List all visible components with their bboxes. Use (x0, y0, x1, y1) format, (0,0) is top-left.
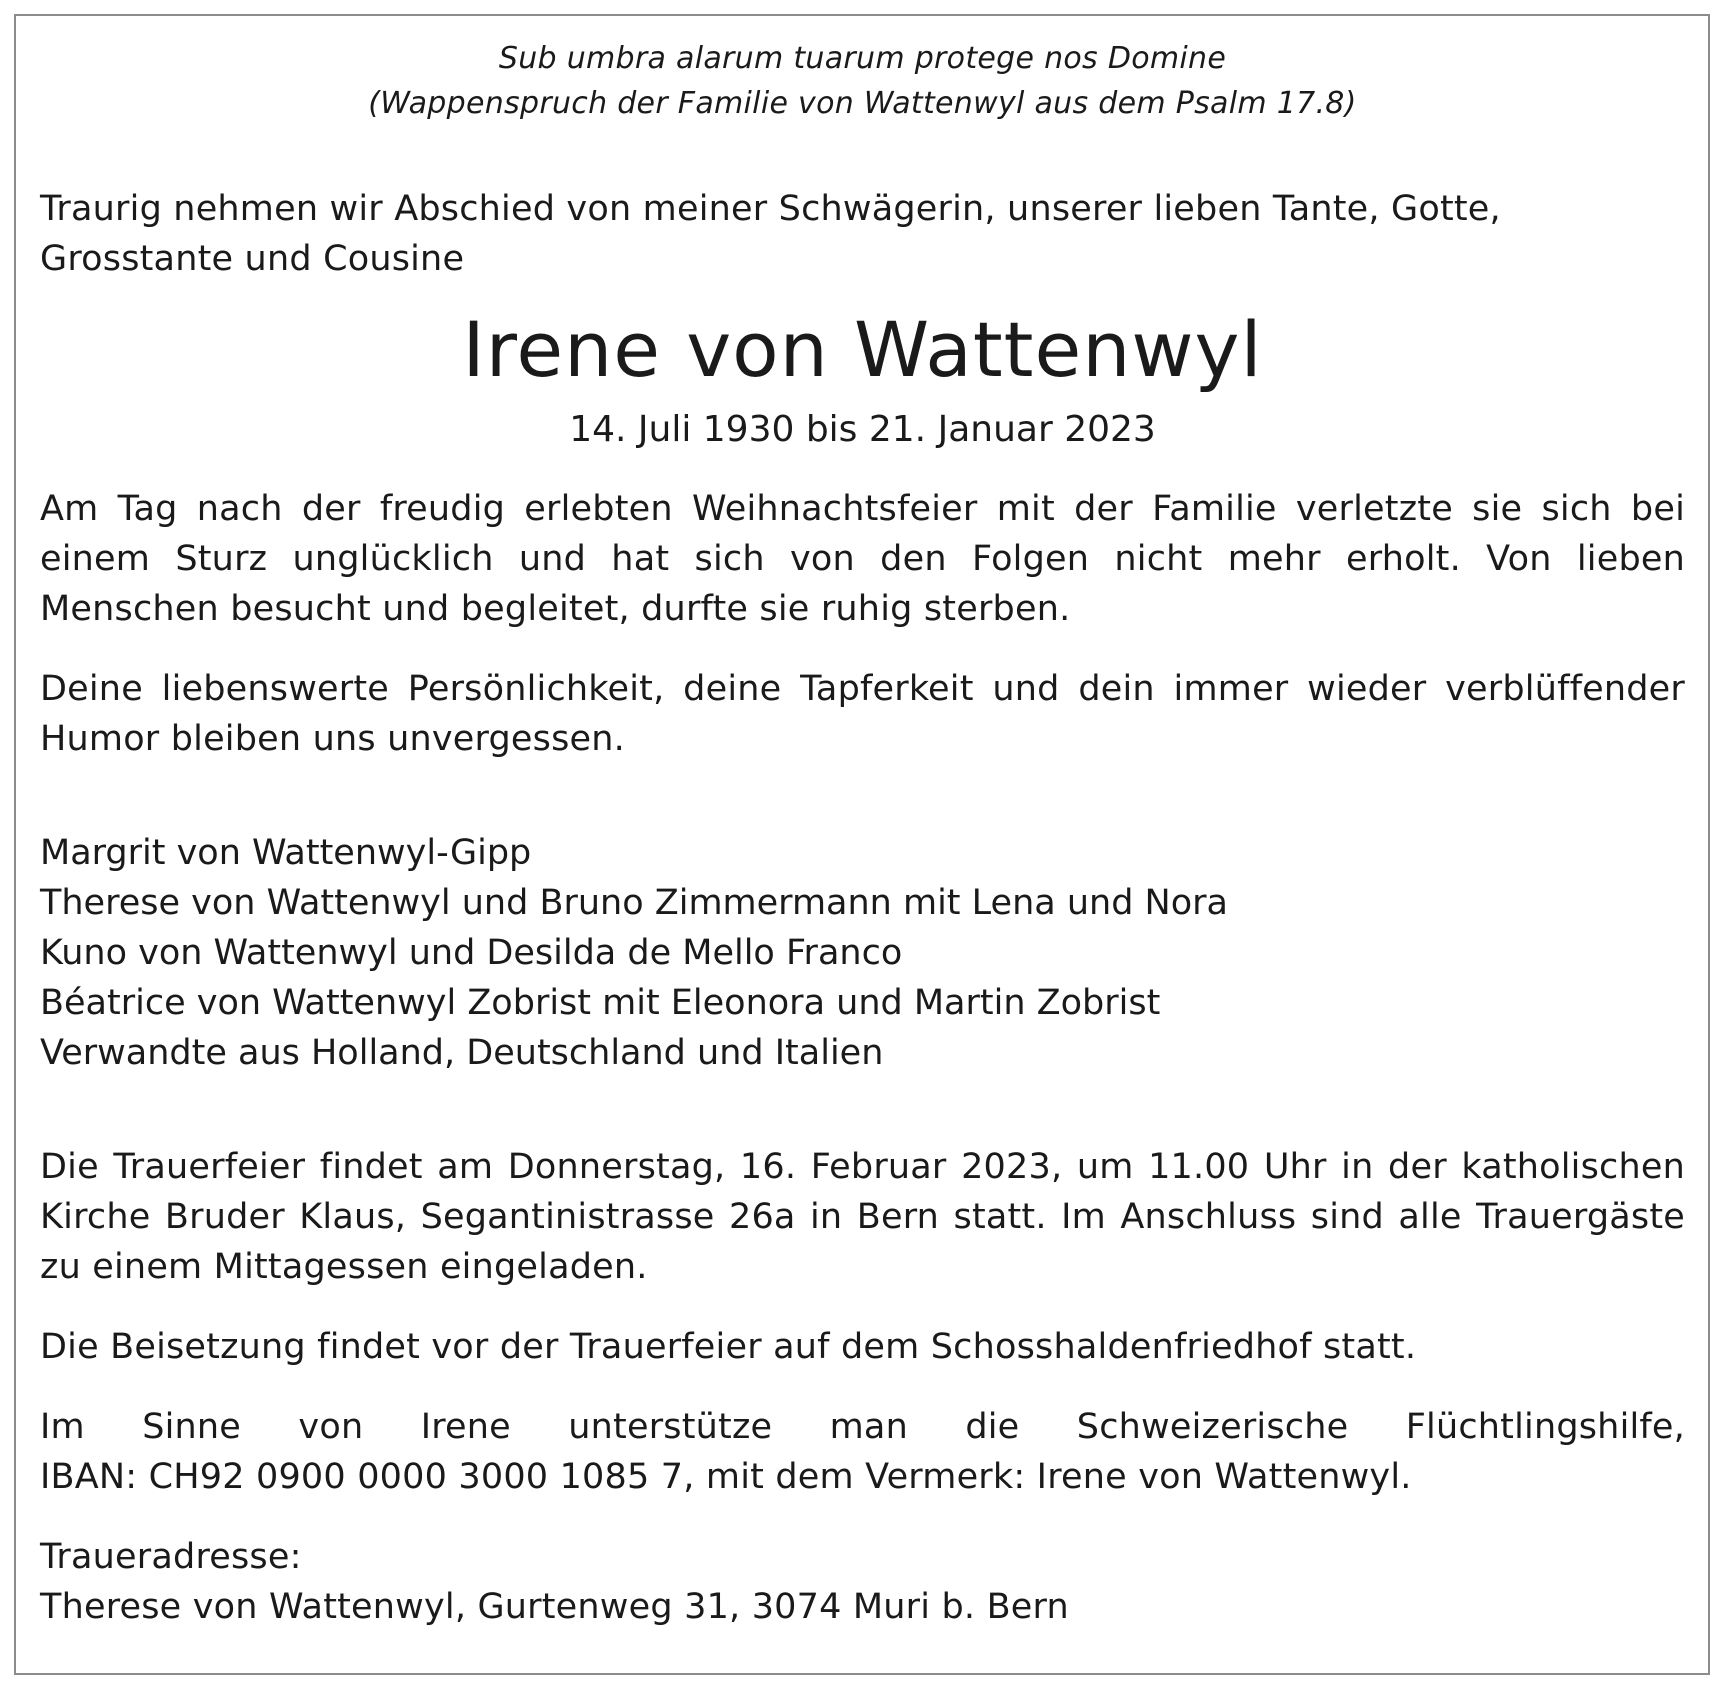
address-value: Therese von Wattenwyl, Gurtenweg 31, 3074 Muri b. Bern (40, 1587, 1069, 1627)
mourner-line: Therese von Wattenwyl und Bruno Zimmermann mit Lena und Nora (40, 883, 1228, 923)
ceremony-details: Die Trauerfeier findet am Donnerstag, 16. Februar 2023, um 11.00 Uhr in der katholischen Kirche Bruder Klaus, Segantinistrasse 26a in Bern statt. Im Anschluss sind alle Trauergäste zu einem Mittagessen eingeladen. (40, 1147, 1685, 1287)
donation-line-iban: IBAN: CH92 0900 0000 3000 1085 7, mit dem Vermerk: Irene von Wattenwyl. (40, 1457, 1412, 1497)
mourning-address (40, 1532, 1685, 1632)
obituary-content (40, 36, 1685, 1632)
mourner-line: Verwandte aus Holland, Deutschland und Italien (40, 1033, 884, 1073)
mourners-list (40, 828, 1685, 1078)
life-dates: 14. Juli 1930 bis 21. Januar 2023 (569, 409, 1156, 450)
donation-line-charity: Im Sinne von Irene unterstütze man die Schweizerische Flüchtlingshilfe, (40, 1407, 1685, 1447)
obituary-notice (14, 14, 1710, 1675)
motto-line-source: (Wappenspruch der Familie von Wattenwyl aus dem Psalm 17.8) (368, 86, 1357, 121)
mourner-line: Margrit von Wattenwyl-Gipp (40, 833, 532, 873)
deceased-name: Irene von Wattenwyl (462, 305, 1263, 394)
motto-line-latin: Sub umbra alarum tuarum protege nos Domine (498, 41, 1227, 76)
mourner-line: Béatrice von Wattenwyl Zobrist mit Eleonora und Martin Zobrist (40, 983, 1161, 1023)
address-label: Traueradresse: (40, 1537, 302, 1577)
motto (40, 36, 1685, 126)
burial-details: Die Beisetzung findet vor der Trauerfeier auf dem Schosshaldenfriedhof statt. (40, 1327, 1417, 1367)
paragraph-remembrance: Deine liebenswerte Persönlichkeit, deine Tapferkeit und dein immer wieder verblüffender Humor bleiben uns unvergessen. (40, 669, 1685, 759)
paragraph-circumstances: Am Tag nach der freudig erlebten Weihnachtsfeier mit der Familie verletzte sie sich bei einem Sturz unglücklich und hat sich von den Folgen nicht mehr erholt. Von lieben Menschen besucht und begleitet, durfte sie ruhig sterben. (40, 489, 1685, 629)
donation-notice (40, 1402, 1685, 1502)
intro-text: Traurig nehmen wir Abschied von meiner Schwägerin, unserer lieben Tante, Gotte, Grosstante und Cousine (40, 189, 1501, 279)
mourner-line: Kuno von Wattenwyl und Desilda de Mello Franco (40, 933, 903, 973)
